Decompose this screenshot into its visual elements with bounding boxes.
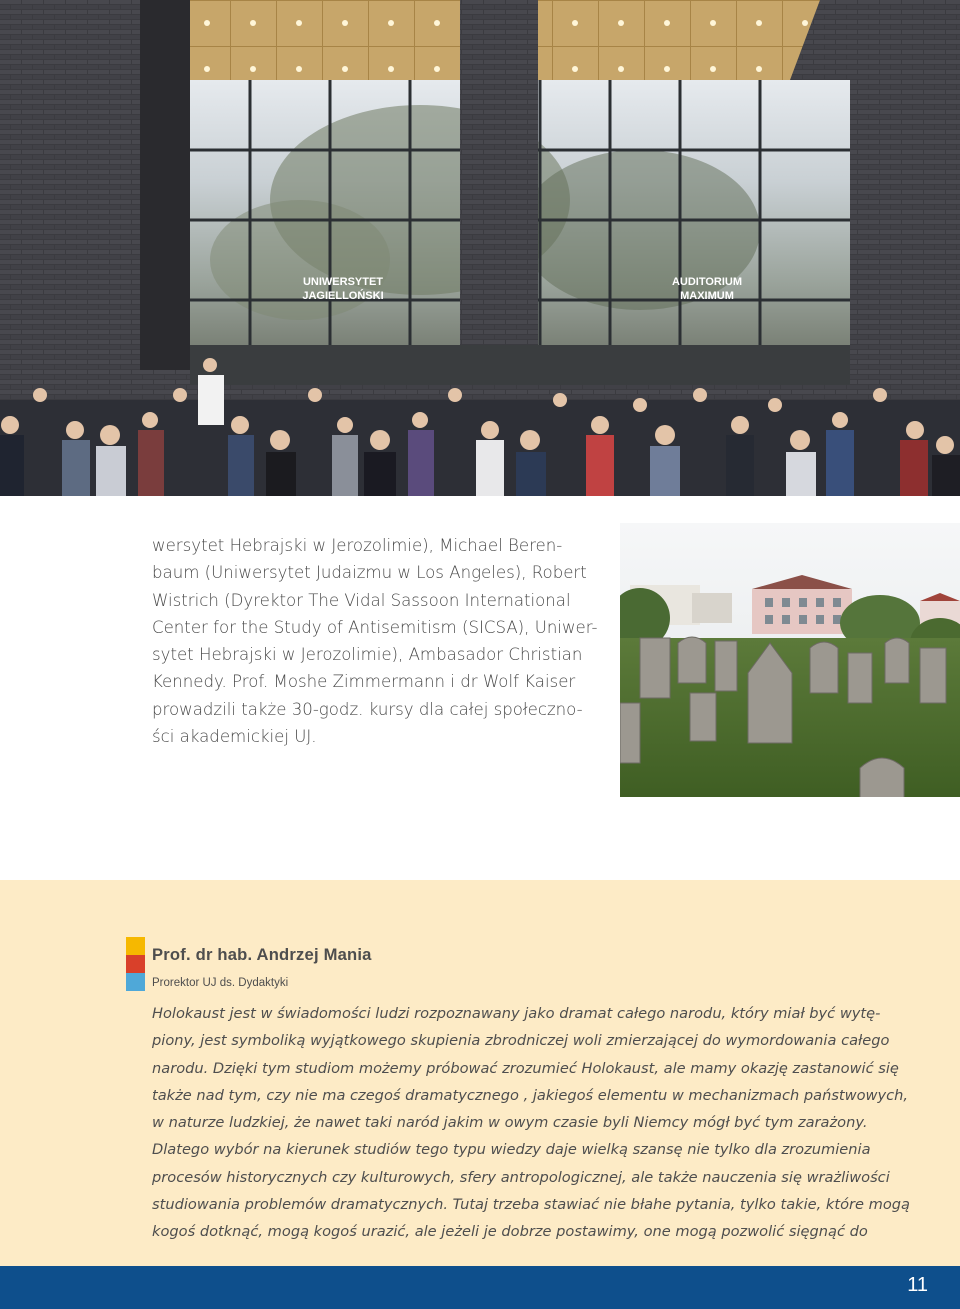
- quote-line: piony, jest symboliką wyjątkowego skupienia zbrodniczej woli zmierzającej do wymordowania całego: [152, 1032, 890, 1050]
- quote-text: [152, 1000, 910, 1246]
- intro-line: Wistrich (Dyrektor The Vidal Sassoon International: [152, 590, 571, 610]
- intro-line: wersytet Hebrajski w Jerozolimie), Michael Beren-: [152, 536, 563, 555]
- sign-left-line-2: JAGIELLOŃSKI: [302, 290, 384, 302]
- intro-paragraph: [152, 532, 598, 750]
- red-marker: [126, 955, 145, 973]
- intro-line: Center for the Study of Antisemitism (SICSA), Uniwer-: [152, 617, 598, 637]
- speaker-name: Prof. dr hab. Andrzej Mania: [152, 945, 372, 964]
- quote-line: kogoś dotknąć, mogą kogoś urazić, ale jeżeli je dobrze postawimy, one mogą pozwolić sięgnąć do: [152, 1223, 868, 1241]
- hero-photo: [0, 0, 960, 496]
- sign-right-line-2: MAXIMUM: [680, 290, 734, 302]
- quote-line: także nad tym, czy nie ma czegoś dramatycznego , jakiegoś elementu w mechanizmach państwowych,: [152, 1086, 908, 1104]
- quote-line: w naturze ludzkiej, że nawet taki naród jakim w owym czasie byli Niemcy mógł być tym zarażony.: [152, 1114, 868, 1132]
- intro-line: sytet Hebrajski w Jerozolimie), Ambasador Christian: [152, 645, 583, 665]
- quote-line: procesów historycznych czy kulturowych, sfery antropologicznej, ale także nauczenia się wrażliwości: [152, 1168, 890, 1186]
- quote-line: narodu. Dzięki tym studiom możemy próbować zrozumieć Holokaust, ale mamy okazję zastanowić się: [152, 1059, 899, 1077]
- intro-line: prowadzili także 30-godz. kursy dla całej społeczno-: [152, 699, 583, 719]
- footer-bar: [0, 1266, 960, 1309]
- cemetery-illustration: [620, 523, 960, 797]
- intro-line: baum (Uniwersytet Judaizmu w Los Angeles), Robert: [152, 563, 587, 583]
- intro-line: ści akademickiej UJ.: [152, 727, 317, 747]
- sign-left-line-1: UNIWERSYTET: [302, 276, 384, 288]
- auditorium-building-illustration: [0, 0, 960, 496]
- quote-line: studiowania problemów dramatycznych. Tutaj trzeba stawiać nie błahe pytania, tylko takie, które mogą: [152, 1196, 910, 1214]
- page-number: 11: [907, 1274, 928, 1296]
- yellow-marker: [126, 937, 145, 955]
- quote-line: Dlatego wybór na kierunek studiów tego typu wiedzy daje wielką szansę nie tylko dla zrozumienia: [152, 1141, 871, 1159]
- quote-line: Holokaust jest w świadomości ludzi rozpoznawany jako dramat całego narodu, który miał być wytę-: [152, 1005, 881, 1022]
- cemetery-photo: [620, 523, 960, 797]
- sign-right-line-1: AUDITORIUM: [671, 276, 743, 288]
- blue-marker: [126, 973, 145, 991]
- speaker-role: Prorektor UJ ds. Dydaktyki: [152, 977, 289, 989]
- intro-line: Kennedy. Prof. Moshe Zimmermann i dr Wolf Kaiser: [152, 672, 576, 692]
